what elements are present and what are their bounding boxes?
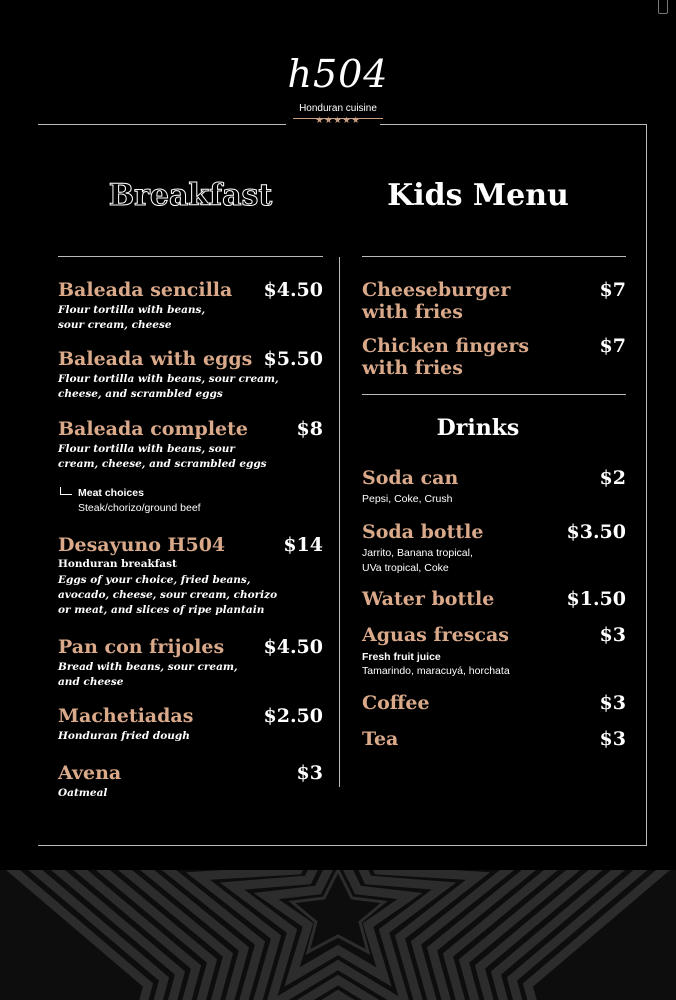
menu-item xyxy=(362,624,626,679)
item-price: $3 xyxy=(296,762,323,784)
item-price: $4.50 xyxy=(263,279,323,301)
menu-item xyxy=(58,534,323,618)
item-description xyxy=(362,546,626,576)
menu-item xyxy=(58,705,323,744)
item-description xyxy=(58,786,323,801)
description-line: cheese, and scrambled eggs xyxy=(58,388,223,400)
menu-item xyxy=(362,692,626,714)
item-subtitle: Fresh fruit juice xyxy=(362,651,441,663)
description-line: Flour tortilla with beans, sour xyxy=(58,443,235,455)
item-price: $2 xyxy=(599,467,626,489)
item-name: Machetiadas xyxy=(58,705,194,727)
kids-menu-heading: Kids Menu xyxy=(387,178,569,213)
drinks-rule xyxy=(362,394,626,395)
description-line: Flour tortilla with beans, sour cream, xyxy=(58,373,279,385)
item-price: $5.50 xyxy=(263,348,323,370)
item-price: $7 xyxy=(599,279,626,301)
description-line: Tamarindo, maracuyá, horchata xyxy=(362,665,510,677)
breakfast-heading: Breakfast xyxy=(108,178,273,213)
item-price: $3 xyxy=(599,624,626,646)
menu-item xyxy=(362,467,626,507)
item-name: Tea xyxy=(362,728,399,750)
description-line: Eggs of your choice, fried beans, xyxy=(58,574,251,586)
description-line: sour cream, cheese xyxy=(58,319,172,331)
logo: h504 xyxy=(287,52,389,96)
menu-item xyxy=(58,418,323,472)
meat-choices-title: Meat choices xyxy=(78,487,144,499)
item-description xyxy=(58,660,323,690)
item-price: $14 xyxy=(283,534,323,556)
item-name: Coffee xyxy=(362,692,430,714)
breakfast-rule xyxy=(58,256,323,257)
item-price: $2.50 xyxy=(263,705,323,727)
description-line: avocado, cheese, sour cream, chorizo xyxy=(58,589,278,601)
item-name: Water bottle xyxy=(362,588,495,610)
description-line: and cheese xyxy=(58,676,124,688)
item-name: Soda bottle xyxy=(362,521,484,543)
menu-item xyxy=(362,728,626,750)
item-price: $3.50 xyxy=(566,521,626,543)
description-line: or meat, and slices of ripe plantain xyxy=(58,604,265,616)
frame-top-left xyxy=(38,124,286,125)
item-name-line: with fries xyxy=(362,357,463,379)
item-name: Aguas frescas xyxy=(362,624,510,646)
item-price: $3 xyxy=(599,728,626,750)
menu-item xyxy=(362,521,626,576)
description-line: Jarrito, Banana tropical, xyxy=(362,547,473,559)
description-line: cream, cheese, and scrambled eggs xyxy=(58,458,267,470)
item-name-line: with fries xyxy=(362,301,463,323)
item-description xyxy=(58,303,323,333)
menu-item xyxy=(58,762,323,801)
rating-stars: ★★★★★ xyxy=(315,116,361,126)
item-price: $1.50 xyxy=(566,588,626,610)
item-name: Avena xyxy=(58,762,122,784)
menu-item xyxy=(362,279,626,323)
item-name-line: Cheeseburger xyxy=(362,279,511,301)
description-line: Honduran fried dough xyxy=(58,730,190,742)
description-line: UVa tropical, Coke xyxy=(362,562,449,574)
item-subtitle: Honduran breakfast xyxy=(58,558,177,570)
item-name: Baleada sencilla xyxy=(58,279,233,301)
description-line: Bread with beans, sour cream, xyxy=(58,661,238,673)
column-divider xyxy=(339,257,340,787)
item-description xyxy=(58,729,323,744)
corner-tab xyxy=(658,0,668,14)
item-description xyxy=(58,573,323,618)
item-description xyxy=(58,372,323,402)
menu-item xyxy=(58,279,323,333)
item-name xyxy=(362,279,626,323)
kids-rule xyxy=(362,256,626,257)
menu-item xyxy=(58,636,323,690)
item-description xyxy=(58,442,323,472)
item-description xyxy=(362,492,626,507)
item-price: $7 xyxy=(599,335,626,357)
meat-choices-options: Steak/chorizo/ground beef xyxy=(78,502,201,514)
menu-item xyxy=(58,348,323,402)
item-description xyxy=(362,664,626,679)
item-price: $8 xyxy=(296,418,323,440)
description-line: Oatmeal xyxy=(58,787,108,799)
item-name: Baleada with eggs xyxy=(58,348,253,370)
description-line: Flour tortilla with beans, xyxy=(58,304,206,316)
star-pattern-footer xyxy=(0,870,676,1000)
frame-top-right xyxy=(380,124,647,125)
frame-right xyxy=(646,124,647,846)
drinks-heading: Drinks xyxy=(436,415,520,441)
tagline: Honduran cuisine xyxy=(299,103,377,114)
item-name: Pan con frijoles xyxy=(58,636,225,658)
item-price: $3 xyxy=(599,692,626,714)
item-name-line: Chicken fingers xyxy=(362,335,530,357)
elbow-connector xyxy=(60,487,72,495)
item-price: $4.50 xyxy=(263,636,323,658)
description-line: Pepsi, Coke, Crush xyxy=(362,493,453,505)
item-name: Baleada complete xyxy=(58,418,248,440)
star-pattern-graphic xyxy=(0,870,676,1000)
item-name: Soda can xyxy=(362,467,459,489)
item-name xyxy=(362,335,626,379)
item-name: Desayuno H504 xyxy=(58,534,226,556)
menu-item xyxy=(362,335,626,379)
menu-item xyxy=(362,588,626,610)
frame-bottom xyxy=(38,845,647,846)
